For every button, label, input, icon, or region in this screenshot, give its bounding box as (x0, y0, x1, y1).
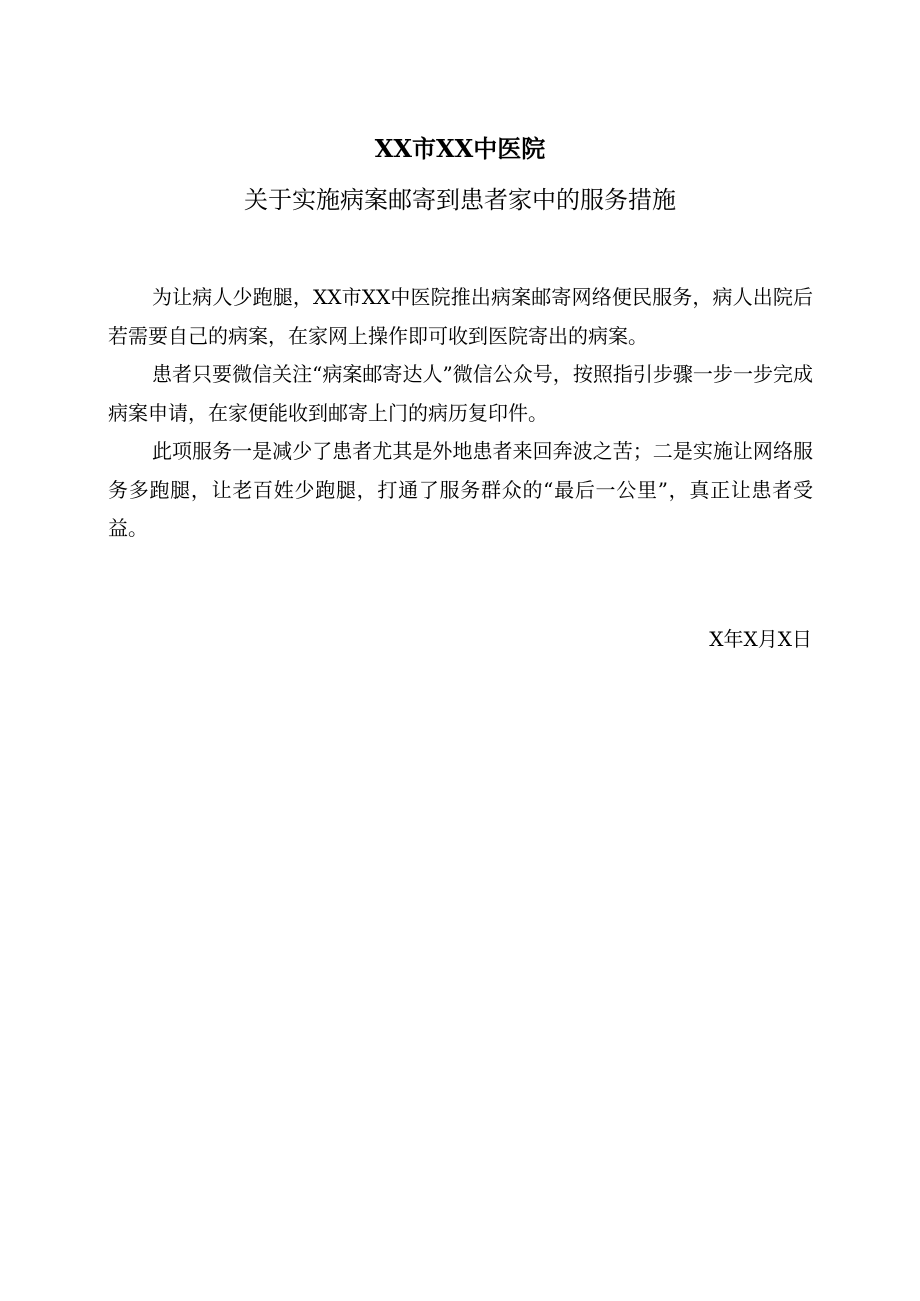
paragraph-benefits: 此项服务一是减少了患者尤其是外地患者来回奔波之苦；二是实施让网络服务多跑腿，让老百姓少跑腿，打通了服务群众的“最后一公里”，真正让患者受益。 (108, 439, 813, 540)
document-subtitle: 关于实施病案邮寄到患者家中的服务措施 (244, 186, 676, 214)
paragraph-wechat-instructions: 患者只要微信关注“病案邮寄达人”微信公众号，按照指引步骤一步一步完成病案申请，在家便能收到邮寄上门的病历复印件。 (108, 362, 813, 425)
paragraph-intro: 为让病人少跑腿，XX市XX中医院推出病案邮寄网络便民服务，病人出院后若需要自己的病案，在家网上操作即可收到医院寄出的病案。 (108, 285, 813, 348)
document-date: X年X月X日 (709, 627, 812, 651)
document-title: XX市XX中医院 (374, 134, 546, 163)
document-body (108, 278, 813, 548)
